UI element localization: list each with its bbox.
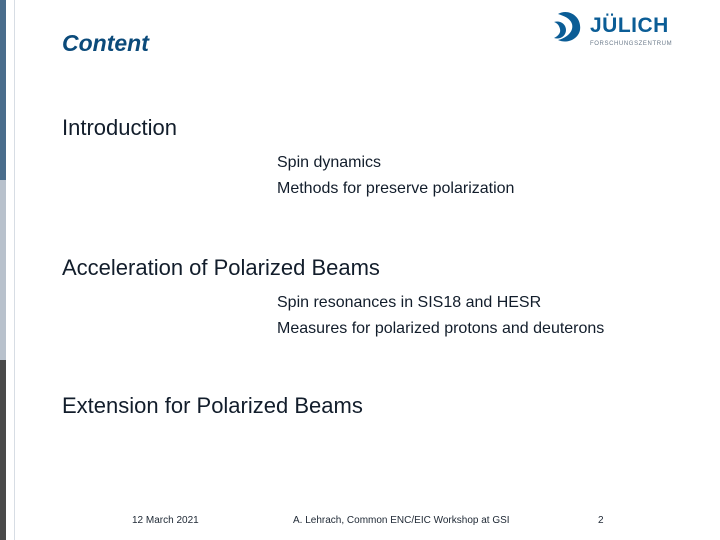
logo-subtitle: FORSCHUNGSZENTRUM xyxy=(590,41,673,47)
side-bar-top xyxy=(0,0,6,180)
side-bar-bottom xyxy=(0,360,6,540)
slide-title: Content xyxy=(62,30,149,56)
section-items-acceleration xyxy=(277,290,604,342)
juelich-logo xyxy=(552,10,672,54)
list-item: Spin dynamics xyxy=(277,154,382,171)
list-item: Measures for polarized protons and deuterons xyxy=(277,320,605,337)
list-item: Spin resonances in SIS18 and HESR xyxy=(277,294,542,311)
section-items-introduction xyxy=(277,150,514,202)
footer-date: 12 March 2021 xyxy=(132,515,199,526)
juelich-logo-icon xyxy=(552,10,586,46)
footer-presenter: A. Lehrach, Common ENC/EIC Workshop at GSI xyxy=(293,515,510,526)
list-item: Methods for preserve polarization xyxy=(277,180,515,197)
section-heading-introduction: Introduction xyxy=(62,115,177,140)
footer-page-number: 2 xyxy=(598,515,604,526)
section-heading-extension: Extension for Polarized Beams xyxy=(62,393,363,418)
section-heading-acceleration: Acceleration of Polarized Beams xyxy=(62,255,380,280)
logo-wordmark: JÜLICH xyxy=(590,14,669,37)
side-bar-middle xyxy=(0,180,6,360)
side-divider-line xyxy=(14,0,15,540)
